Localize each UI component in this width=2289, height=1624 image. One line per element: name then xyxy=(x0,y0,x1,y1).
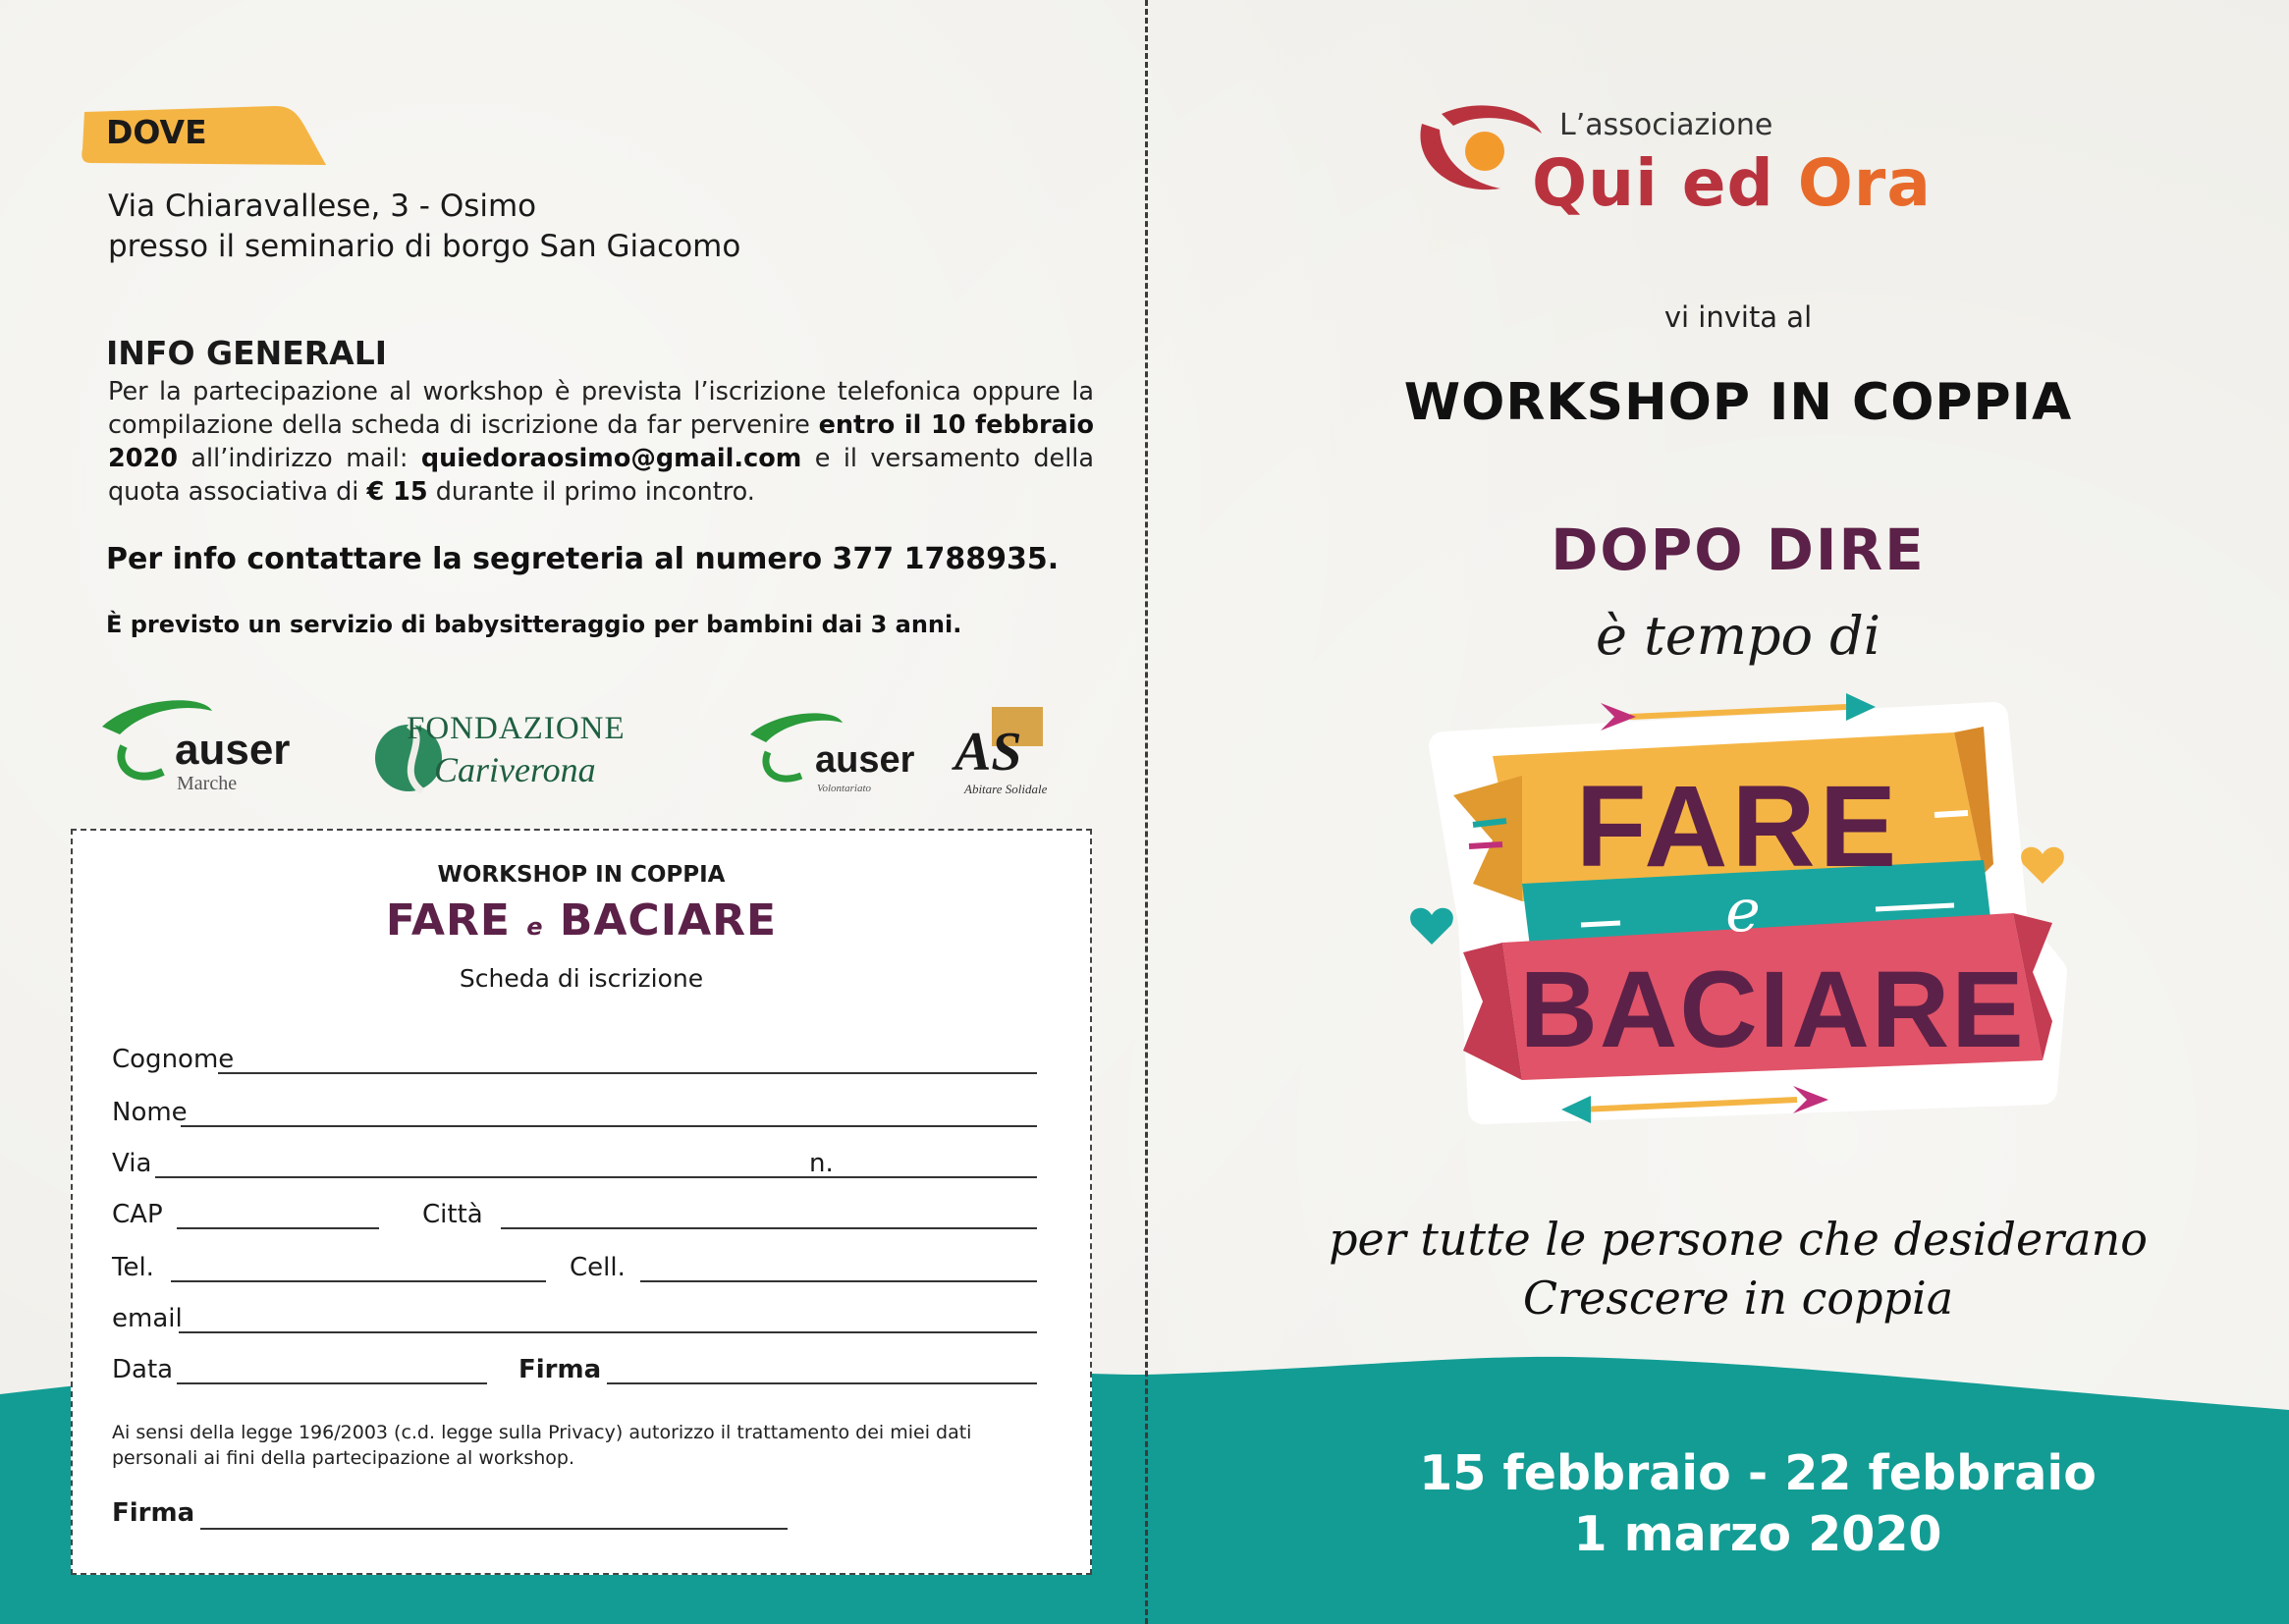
tagline-line-1: per tutte le persone che desiderano xyxy=(1329,1213,2148,1266)
email-field[interactable] xyxy=(179,1331,1037,1333)
banner-e-text: e xyxy=(1725,877,1761,946)
fondazione-line2: Cariverona xyxy=(434,750,596,789)
cognome-label: Cognome xyxy=(112,1045,235,1074)
firma-field[interactable] xyxy=(607,1382,1037,1384)
auser-marche-logo xyxy=(94,687,320,795)
auser-marche-sub: Marche xyxy=(177,773,238,794)
invite-text: vi invita al xyxy=(1663,300,1813,334)
brand-ora: Ora xyxy=(1797,145,1932,221)
form-brand-baciare: BACIARE xyxy=(559,895,778,946)
banner-fare-text: FARE xyxy=(1575,762,1901,892)
fare-e-baciare-banner xyxy=(1404,677,2072,1139)
dates-line-2: 1 marzo 2020 xyxy=(1573,1506,1942,1562)
via-label: Via xyxy=(112,1149,152,1178)
address-block xyxy=(108,187,740,267)
abitare-sub: Abitare Solidale xyxy=(964,782,1048,796)
fondazione-line1: FONDAZIONE xyxy=(407,711,626,746)
info-text-b: all’indirizzo mail: xyxy=(177,444,421,473)
info-email: quiedoraosimo@gmail.com xyxy=(420,444,802,473)
fondazione-cariverona-logo xyxy=(373,701,678,799)
form-subtitle: Scheda di iscrizione xyxy=(459,964,704,993)
tagline-line-2: Crescere in coppia xyxy=(1522,1272,1954,1325)
auser-marche-name: auser xyxy=(175,726,291,774)
citta-label: Città xyxy=(422,1200,483,1229)
tagline xyxy=(1296,1210,2180,1327)
banner-baciare-text: BACIARE xyxy=(1519,949,2026,1070)
form-brand-fare: FARE xyxy=(385,895,511,946)
dates-line-1: 15 febbraio - 22 febbraio xyxy=(1419,1445,2097,1501)
brand-qui: Qui ed xyxy=(1532,145,1798,221)
form-title: WORKSHOP IN COPPIA xyxy=(437,862,726,888)
info-heading: INFO GENERALI xyxy=(106,334,388,372)
babysitting-line: È previsto un servizio di babysitteraggio per bambini dai 3 anni. xyxy=(106,611,962,638)
form-brand-e: e xyxy=(526,913,544,941)
firma-bottom-field[interactable] xyxy=(200,1528,788,1530)
citta-field[interactable] xyxy=(501,1227,1037,1229)
tel-field[interactable] xyxy=(171,1280,546,1282)
auser-volontariato-abitare-logo xyxy=(746,701,1070,799)
contact-line: Per info contattare la segreteria al numero 377 1788935. xyxy=(106,542,1060,576)
event-dates xyxy=(1267,1443,2249,1565)
brand-name xyxy=(1532,145,1932,221)
address-line-2: presso il seminario di borgo San Giacomo xyxy=(108,229,741,264)
info-text-c: e il versamento della quota associativa di xyxy=(108,444,1094,507)
auser-vol-name: auser xyxy=(815,739,915,781)
workshop-title: WORKSHOP IN COPPIA xyxy=(1403,373,2073,432)
data-field[interactable] xyxy=(177,1382,487,1384)
address-line-1: Via Chiaravallese, 3 - Osimo xyxy=(108,189,537,224)
association-label: L’associazione xyxy=(1559,108,1773,142)
info-paragraph xyxy=(108,375,1094,509)
privacy-note: Ai sensi della legge 196/2003 (c.d. legge sulla Privacy) autorizzo il trattamento dei miei dati personali ai fini della partecipazione al workshop. xyxy=(112,1422,972,1469)
nome-field[interactable] xyxy=(181,1125,1037,1127)
cap-label: CAP xyxy=(112,1200,163,1229)
cell-label: Cell. xyxy=(570,1253,626,1282)
abitare-mark: AS xyxy=(954,722,1022,783)
info-text-a: Per la partecipazione al workshop è prevista l’iscrizione telefonica oppure la compilazione della scheda di iscrizione da far pervenire xyxy=(108,377,1094,440)
tempo-di-text: è tempo di xyxy=(1595,605,1881,667)
tel-label: Tel. xyxy=(112,1253,154,1282)
cell-field[interactable] xyxy=(640,1280,1037,1282)
numero-field[interactable] xyxy=(852,1176,1037,1178)
dove-label: DOVE xyxy=(106,113,207,151)
auser-vol-sub: Volontariato xyxy=(817,783,872,794)
info-deadline: entro il 10 febbraio 2020 xyxy=(108,410,1094,473)
firma-label: Firma xyxy=(518,1355,602,1384)
email-label: email xyxy=(112,1304,183,1333)
cap-field[interactable] xyxy=(177,1227,379,1229)
registration-form xyxy=(71,829,1092,1575)
cognome-field[interactable] xyxy=(218,1072,1037,1074)
form-brand xyxy=(73,895,1090,946)
qui-ed-ora-logo-mark xyxy=(1402,94,1550,202)
dopo-dire-heading: DOPO DIRE xyxy=(1551,516,1926,583)
firma-bottom-label: Firma xyxy=(112,1498,195,1528)
data-label: Data xyxy=(112,1355,174,1384)
numero-label: n. xyxy=(809,1149,834,1178)
info-text-d: durante il primo incontro. xyxy=(427,477,755,507)
fold-dashed-line xyxy=(1145,0,1148,1624)
info-fee: € 15 xyxy=(366,477,428,507)
nome-label: Nome xyxy=(112,1098,188,1127)
via-field[interactable] xyxy=(155,1176,860,1178)
